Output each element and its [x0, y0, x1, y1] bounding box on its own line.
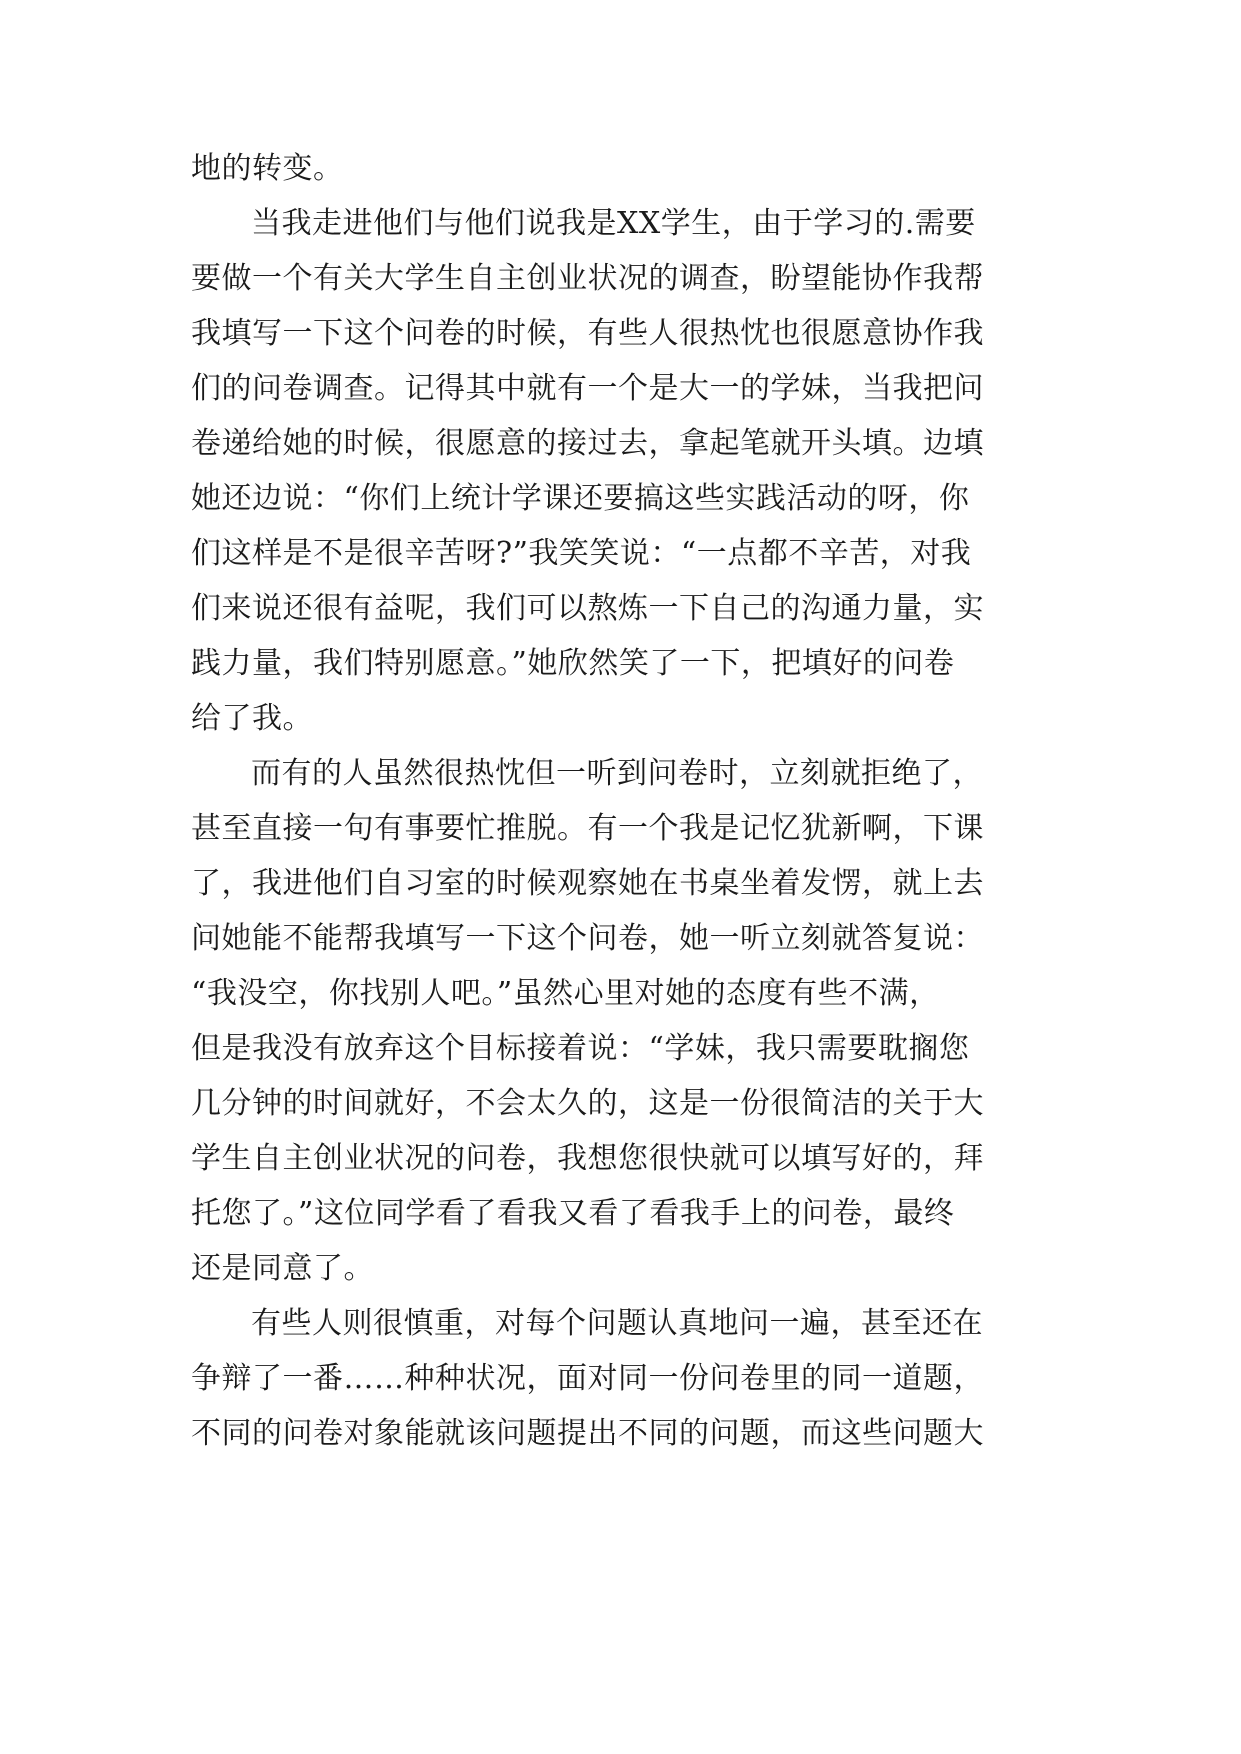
text-line: 甚至直接一句有事要忙推脱。有一个我是记忆犹新啊，下课	[191, 811, 984, 846]
text-line: 争辩了一番……种种状况，面对同一份问卷里的同一道题，	[191, 1361, 984, 1396]
text-line: 托您了。”这位同学看了看我又看了看我手上的问卷，最终	[191, 1196, 955, 1231]
text-line: 还是同意了。	[191, 1251, 374, 1286]
text-line: 但是我没有放弃这个目标接着说：“学妹，我只需要耽搁您	[191, 1031, 970, 1066]
paragraph-start-line: 当我走进他们与他们说我是XX学生，由于学习的.需要	[251, 206, 976, 241]
text-line: 问她能不能帮我填写一下这个问卷，她一听立刻就答复说：	[191, 921, 984, 956]
paragraph-start-line: 而有的人虽然很热忱但一听到问卷时，立刻就拒绝了，	[251, 756, 983, 791]
text-line: 践力量，我们特别愿意。”她欣然笑了一下，把填好的问卷	[191, 646, 955, 681]
text-line: 给了我。	[191, 701, 313, 736]
text-line: 们来说还很有益呢，我们可以熬炼一下自己的沟通力量，实	[191, 591, 984, 626]
paragraph-start-line: 有些人则很慎重，对每个问题认真地问一遍，甚至还在	[251, 1306, 983, 1341]
text-line: 要做一个有关大学生自主创业状况的调查，盼望能协作我帮	[191, 261, 984, 296]
text-line: 卷递给她的时候，很愿意的接过去，拿起笔就开头填。边填	[191, 426, 984, 461]
text-line: 学生自主创业状况的问卷，我想您很快就可以填写好的，拜	[191, 1141, 984, 1176]
text-line: 们的问卷调查。记得其中就有一个是大一的学妹，当我把问	[191, 371, 984, 406]
text-line: “我没空，你找别人吧。”虽然心里对她的态度有些不满，	[191, 976, 940, 1011]
text-line: 地的转变。	[191, 151, 344, 186]
text-line: 她还边说：“你们上统计学课还要搞这些实践活动的呀，你	[191, 481, 970, 516]
text-line: 我填写一下这个问卷的时候，有些人很热忱也很愿意协作我	[191, 316, 984, 351]
text-line: 不同的问卷对象能就该问题提出不同的问题，而这些问题大	[191, 1416, 984, 1451]
text-line: 了，我进他们自习室的时候观察她在书桌坐着发愣，就上去	[191, 866, 984, 901]
text-line: 几分钟的时间就好，不会太久的，这是一份很简洁的关于大	[191, 1086, 984, 1121]
text-line: 们这样是不是很辛苦呀?”我笑笑说：“一点都不辛苦，对我	[191, 536, 972, 571]
